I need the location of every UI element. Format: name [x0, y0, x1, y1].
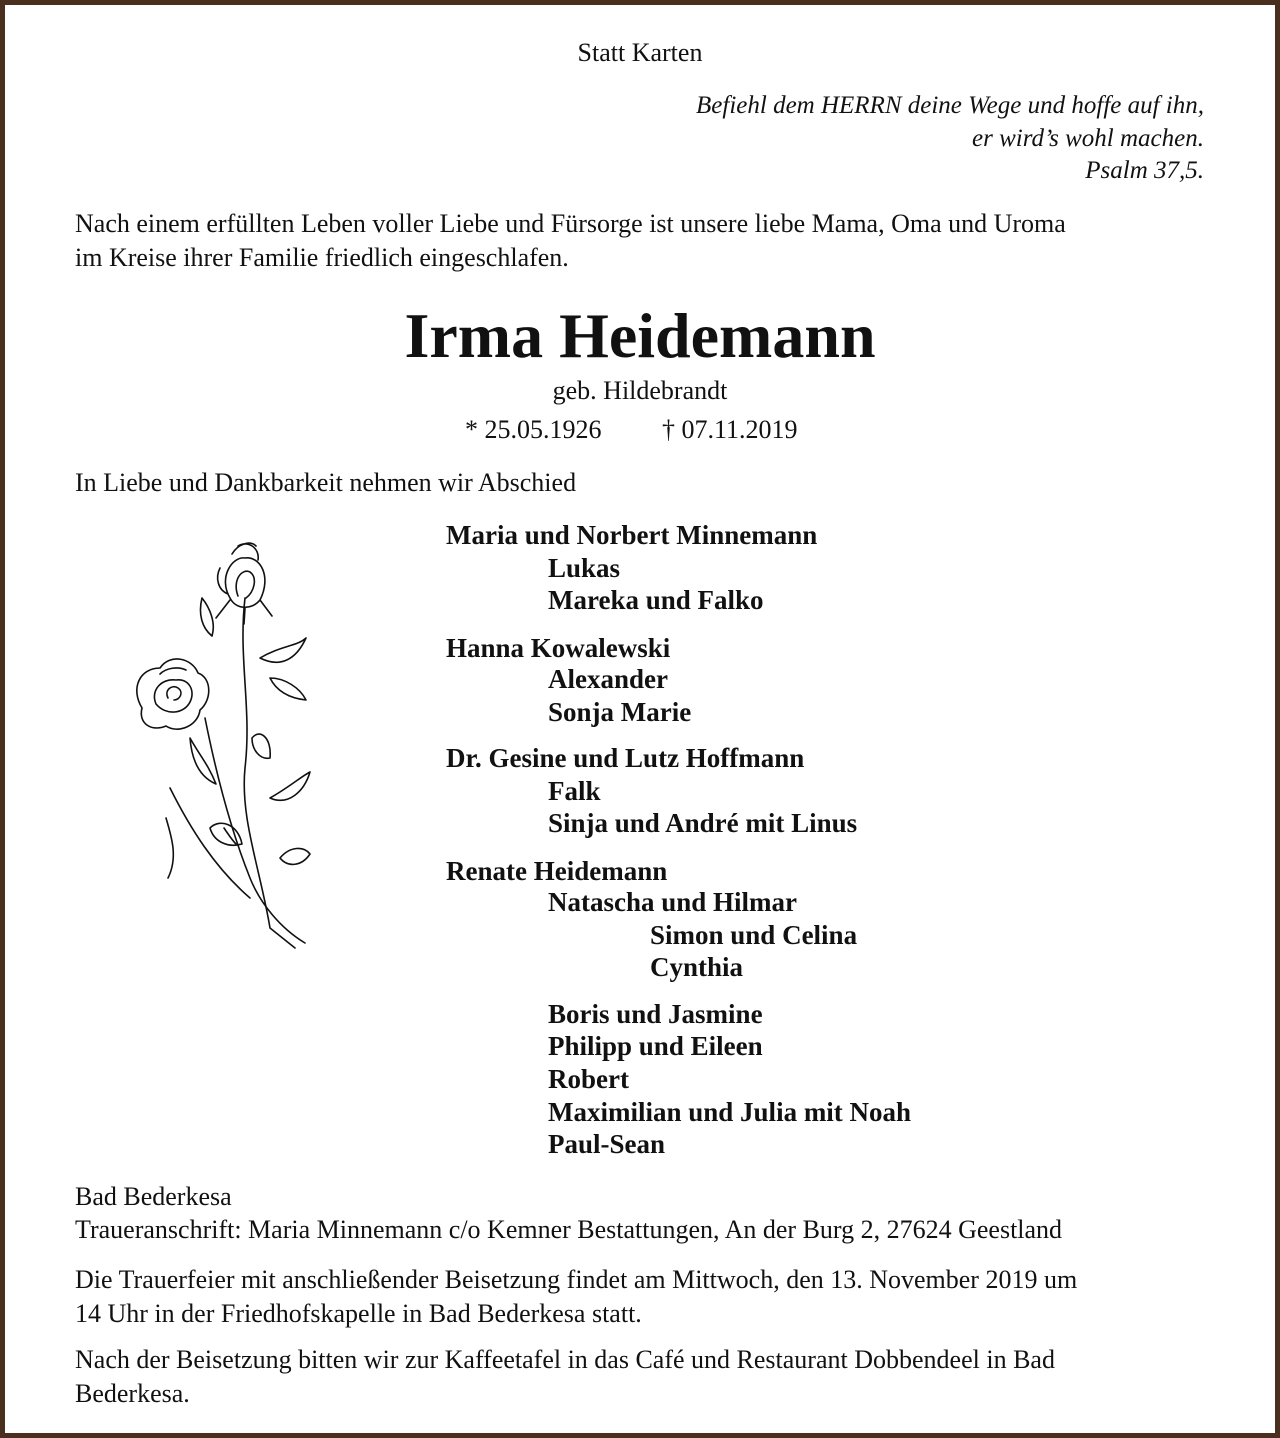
family-2-child-2: Sonja Marie: [548, 697, 692, 727]
family-3-child-1: Falk: [548, 776, 601, 806]
verse-line-1: Befiehl dem HERRN deine Wege und hoffe auf ihn,: [696, 92, 1204, 119]
family-4-head: Renate Heidemann: [446, 856, 668, 886]
place: Bad Bederkesa: [75, 1182, 232, 1211]
rose-illustration-icon: [120, 528, 340, 958]
family-3-head: Dr. Gesine und Lutz Hoffmann: [446, 743, 805, 773]
verse-line-2: er wird’s wohl machen.: [972, 125, 1204, 152]
family-4-child-6: Paul-Sean: [548, 1129, 666, 1159]
family-4-child-5: Maximilian und Julia mit Noah: [548, 1097, 912, 1127]
deceased-name: Irma Heidemann: [404, 300, 876, 371]
family-2-head: Hanna Kowalewski: [446, 633, 671, 663]
farewell-text: In Liebe und Dankbarkeit nehmen wir Abschied: [75, 468, 577, 497]
family-4-grandchild-1: Simon und Celina: [650, 920, 858, 950]
family-2-child-1: Alexander: [548, 664, 668, 694]
ceremony-line-2: 14 Uhr in der Friedhofskapelle in Bad Bederkesa statt.: [75, 1299, 642, 1328]
mourning-address: Traueranschrift: Maria Minnemann c/o Kemner Bestattungen, An der Burg 2, 27624 Geestland: [75, 1215, 1063, 1244]
birth-date: * 25.05.1926: [465, 415, 602, 444]
family-1-child-1: Lukas: [548, 553, 621, 583]
family-1-head: Maria und Norbert Minnemann: [446, 520, 818, 550]
intro-line-2: im Kreise ihrer Familie friedlich eingeschlafen.: [75, 243, 569, 272]
coffee-line-1: Nach der Beisetzung bitten wir zur Kaffeetafel in das Café und Restaurant Dobbendeel in Bad: [75, 1345, 1055, 1374]
death-date: † 07.11.2019: [662, 415, 798, 444]
maiden-name: geb. Hildebrandt: [552, 376, 728, 405]
intro-line-1: Nach einem erfüllten Leben voller Liebe und Fürsorge ist unsere liebe Mama, Oma und Uroma: [75, 209, 1066, 238]
family-4-child-3: Philipp und Eileen: [548, 1031, 763, 1061]
family-1-child-2: Mareka und Falko: [548, 585, 764, 615]
coffee-line-2: Bederkesa.: [75, 1379, 190, 1408]
ceremony-line-1: Die Trauerfeier mit anschließender Beisetzung findet am Mittwoch, den 13. November 2019 um: [75, 1265, 1078, 1294]
family-4-child-2: Boris und Jasmine: [548, 999, 763, 1029]
family-4-child-1: Natascha und Hilmar: [548, 887, 798, 917]
family-3-child-2: Sinja und André mit Linus: [548, 808, 858, 838]
family-4-grandchild-2: Cynthia: [650, 952, 744, 982]
statt-karten: Statt Karten: [577, 38, 703, 67]
family-4-child-4: Robert: [548, 1064, 629, 1094]
verse-reference: Psalm 37,5.: [1085, 157, 1204, 184]
